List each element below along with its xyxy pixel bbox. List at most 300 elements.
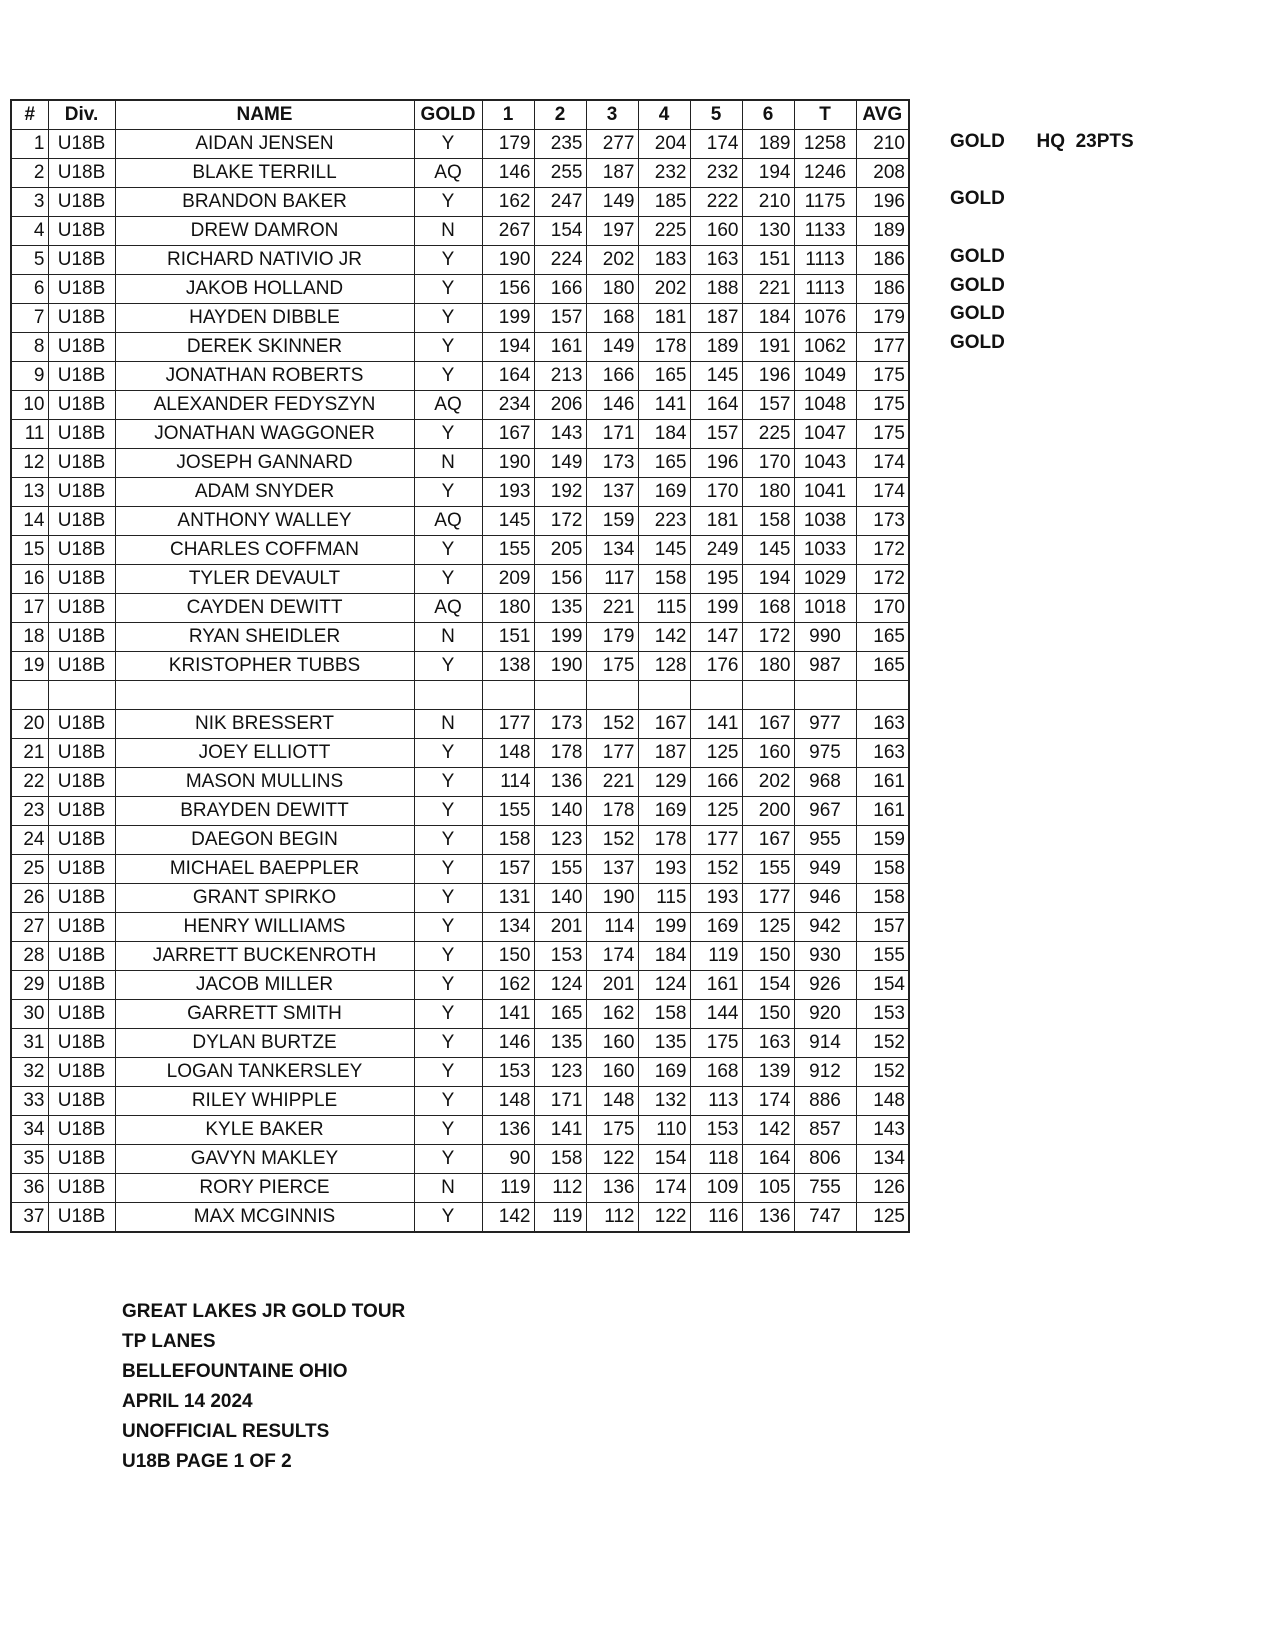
game-4-cell: 187 <box>638 739 690 768</box>
table-row <box>11 304 909 333</box>
average-cell: 174 <box>856 449 909 478</box>
gold-status-cell: Y <box>414 536 482 565</box>
game-2-cell: 206 <box>534 391 586 420</box>
game-1-cell: 267 <box>482 217 534 246</box>
name-cell: AIDAN JENSEN <box>115 130 414 159</box>
game-6-cell: 125 <box>742 913 794 942</box>
game-5-cell: 181 <box>690 507 742 536</box>
blank-cell <box>690 681 742 710</box>
table-row <box>11 1058 909 1087</box>
table-row <box>11 1203 909 1233</box>
game-3-cell: 159 <box>586 507 638 536</box>
name-cell: NIK BRESSERT <box>115 710 414 739</box>
division-cell: U18B <box>48 942 115 971</box>
game-2-cell: 143 <box>534 420 586 449</box>
gold-status-cell: Y <box>414 971 482 1000</box>
game-3-cell: 152 <box>586 826 638 855</box>
game-3-cell: 221 <box>586 768 638 797</box>
total-cell: 949 <box>794 855 856 884</box>
gold-status-cell: Y <box>414 304 482 333</box>
header-game-6: 6 <box>742 100 794 130</box>
game-4-cell: 178 <box>638 333 690 362</box>
game-6-cell: 191 <box>742 333 794 362</box>
game-2-cell: 124 <box>534 971 586 1000</box>
average-cell: 163 <box>856 710 909 739</box>
name-cell: HENRY WILLIAMS <box>115 913 414 942</box>
game-4-cell: 178 <box>638 826 690 855</box>
blank-cell <box>48 681 115 710</box>
game-6-cell: 194 <box>742 565 794 594</box>
game-3-cell: 201 <box>586 971 638 1000</box>
game-6-cell: 154 <box>742 971 794 1000</box>
gold-status-cell: AQ <box>414 594 482 623</box>
average-cell: 165 <box>856 623 909 652</box>
blank-cell <box>11 681 48 710</box>
total-cell: 930 <box>794 942 856 971</box>
gold-status-cell: N <box>414 217 482 246</box>
game-1-cell: 156 <box>482 275 534 304</box>
total-cell: 968 <box>794 768 856 797</box>
game-3-cell: 160 <box>586 1058 638 1087</box>
game-6-cell: 142 <box>742 1116 794 1145</box>
game-3-cell: 202 <box>586 246 638 275</box>
blank-cell <box>638 681 690 710</box>
game-5-cell: 170 <box>690 478 742 507</box>
game-2-cell: 140 <box>534 797 586 826</box>
total-cell: 1258 <box>794 130 856 159</box>
game-3-cell: 180 <box>586 275 638 304</box>
total-cell: 1029 <box>794 565 856 594</box>
table-row <box>11 855 909 884</box>
gold-status-cell: Y <box>414 797 482 826</box>
division-cell: U18B <box>48 536 115 565</box>
average-cell: 126 <box>856 1174 909 1203</box>
average-cell: 172 <box>856 565 909 594</box>
gold-status-cell: Y <box>414 188 482 217</box>
game-5-cell: 161 <box>690 971 742 1000</box>
total-cell: 955 <box>794 826 856 855</box>
game-1-cell: 141 <box>482 1000 534 1029</box>
game-6-cell: 168 <box>742 594 794 623</box>
game-4-cell: 129 <box>638 768 690 797</box>
game-3-cell: 178 <box>586 797 638 826</box>
division-cell: U18B <box>48 362 115 391</box>
rank-cell: 19 <box>11 652 48 681</box>
game-5-cell: 166 <box>690 768 742 797</box>
average-cell: 143 <box>856 1116 909 1145</box>
gold-status-cell: Y <box>414 942 482 971</box>
header-row <box>11 100 909 130</box>
total-cell: 967 <box>794 797 856 826</box>
total-cell: 755 <box>794 1174 856 1203</box>
game-3-cell: 137 <box>586 855 638 884</box>
game-3-cell: 197 <box>586 217 638 246</box>
game-1-cell: 234 <box>482 391 534 420</box>
game-2-cell: 172 <box>534 507 586 536</box>
name-cell: MASON MULLINS <box>115 768 414 797</box>
table-row <box>11 768 909 797</box>
division-cell: U18B <box>48 652 115 681</box>
game-3-cell: 160 <box>586 1029 638 1058</box>
total-cell: 1048 <box>794 391 856 420</box>
division-cell: U18B <box>48 826 115 855</box>
name-cell: JAKOB HOLLAND <box>115 275 414 304</box>
name-cell: GARRETT SMITH <box>115 1000 414 1029</box>
footer-info <box>122 1297 405 1477</box>
average-cell: 161 <box>856 768 909 797</box>
game-4-cell: 128 <box>638 652 690 681</box>
game-3-cell: 137 <box>586 478 638 507</box>
game-2-cell: 157 <box>534 304 586 333</box>
total-cell: 1175 <box>794 188 856 217</box>
rank-cell: 4 <box>11 217 48 246</box>
blank-cell <box>856 681 909 710</box>
game-5-cell: 249 <box>690 536 742 565</box>
division-cell: U18B <box>48 1145 115 1174</box>
rank-cell: 11 <box>11 420 48 449</box>
average-cell: 158 <box>856 855 909 884</box>
gold-status-cell: Y <box>414 826 482 855</box>
game-1-cell: 134 <box>482 913 534 942</box>
game-6-cell: 151 <box>742 246 794 275</box>
division-cell: U18B <box>48 130 115 159</box>
average-cell: 175 <box>856 391 909 420</box>
division-cell: U18B <box>48 333 115 362</box>
total-cell: 1133 <box>794 217 856 246</box>
name-cell: DEREK SKINNER <box>115 333 414 362</box>
average-cell: 177 <box>856 333 909 362</box>
game-5-cell: 163 <box>690 246 742 275</box>
division-cell: U18B <box>48 1116 115 1145</box>
game-5-cell: 193 <box>690 884 742 913</box>
average-cell: 173 <box>856 507 909 536</box>
game-5-cell: 144 <box>690 1000 742 1029</box>
game-2-cell: 161 <box>534 333 586 362</box>
table-row <box>11 391 909 420</box>
game-1-cell: 119 <box>482 1174 534 1203</box>
game-3-cell: 171 <box>586 420 638 449</box>
total-cell: 926 <box>794 971 856 1000</box>
division-cell: U18B <box>48 420 115 449</box>
game-4-cell: 165 <box>638 449 690 478</box>
game-6-cell: 105 <box>742 1174 794 1203</box>
game-5-cell: 141 <box>690 710 742 739</box>
rank-cell: 14 <box>11 507 48 536</box>
total-cell: 747 <box>794 1203 856 1233</box>
game-5-cell: 118 <box>690 1145 742 1174</box>
division-cell: U18B <box>48 739 115 768</box>
division-cell: U18B <box>48 478 115 507</box>
game-3-cell: 277 <box>586 130 638 159</box>
division-cell: U18B <box>48 565 115 594</box>
gold-status-cell: Y <box>414 1087 482 1116</box>
rank-cell: 35 <box>11 1145 48 1174</box>
game-3-cell: 112 <box>586 1203 638 1233</box>
name-cell: RYAN SHEIDLER <box>115 623 414 652</box>
total-cell: 806 <box>794 1145 856 1174</box>
game-1-cell: 151 <box>482 623 534 652</box>
table-row <box>11 594 909 623</box>
gold-status-cell: Y <box>414 333 482 362</box>
table-row <box>11 449 909 478</box>
total-cell: 1246 <box>794 159 856 188</box>
game-2-cell: 119 <box>534 1203 586 1233</box>
game-3-cell: 114 <box>586 913 638 942</box>
game-1-cell: 199 <box>482 304 534 333</box>
name-cell: LOGAN TANKERSLEY <box>115 1058 414 1087</box>
game-6-cell: 145 <box>742 536 794 565</box>
total-cell: 886 <box>794 1087 856 1116</box>
game-5-cell: 145 <box>690 362 742 391</box>
game-6-cell: 160 <box>742 739 794 768</box>
average-cell: 175 <box>856 420 909 449</box>
results-body <box>11 130 909 1233</box>
location: BELLEFOUNTAINE OHIO <box>122 1361 348 1382</box>
game-4-cell: 110 <box>638 1116 690 1145</box>
game-3-cell: 168 <box>586 304 638 333</box>
game-3-cell: 136 <box>586 1174 638 1203</box>
game-2-cell: 166 <box>534 275 586 304</box>
game-6-cell: 174 <box>742 1087 794 1116</box>
division-cell: U18B <box>48 884 115 913</box>
game-4-cell: 223 <box>638 507 690 536</box>
game-4-cell: 202 <box>638 275 690 304</box>
rank-cell: 15 <box>11 536 48 565</box>
table-row <box>11 1029 909 1058</box>
game-5-cell: 160 <box>690 217 742 246</box>
name-cell: JOSEPH GANNARD <box>115 449 414 478</box>
rank-cell: 20 <box>11 710 48 739</box>
blank-cell <box>742 681 794 710</box>
game-2-cell: 135 <box>534 594 586 623</box>
game-5-cell: 176 <box>690 652 742 681</box>
game-4-cell: 225 <box>638 217 690 246</box>
total-cell: 975 <box>794 739 856 768</box>
game-5-cell: 125 <box>690 797 742 826</box>
table-row <box>11 913 909 942</box>
gold-status-cell: AQ <box>414 507 482 536</box>
name-cell: TYLER DEVAULT <box>115 565 414 594</box>
header-total: T <box>794 100 856 130</box>
game-5-cell: 222 <box>690 188 742 217</box>
name-cell: RORY PIERCE <box>115 1174 414 1203</box>
rank-cell: 33 <box>11 1087 48 1116</box>
average-cell: 189 <box>856 217 909 246</box>
game-4-cell: 154 <box>638 1145 690 1174</box>
gold-status-cell: N <box>414 710 482 739</box>
game-3-cell: 146 <box>586 391 638 420</box>
average-cell: 208 <box>856 159 909 188</box>
game-6-cell: 130 <box>742 217 794 246</box>
average-cell: 165 <box>856 652 909 681</box>
average-cell: 154 <box>856 971 909 1000</box>
name-cell: KYLE BAKER <box>115 1116 414 1145</box>
average-cell: 161 <box>856 797 909 826</box>
division-cell: U18B <box>48 1029 115 1058</box>
total-cell: 857 <box>794 1116 856 1145</box>
game-1-cell: 155 <box>482 797 534 826</box>
game-4-cell: 199 <box>638 913 690 942</box>
name-cell: DAEGON BEGIN <box>115 826 414 855</box>
total-cell: 946 <box>794 884 856 913</box>
game-5-cell: 168 <box>690 1058 742 1087</box>
game-1-cell: 145 <box>482 507 534 536</box>
blank-cell <box>482 681 534 710</box>
header-game-3: 3 <box>586 100 638 130</box>
name-cell: CAYDEN DEWITT <box>115 594 414 623</box>
game-2-cell: 112 <box>534 1174 586 1203</box>
game-2-cell: 141 <box>534 1116 586 1145</box>
gold-status-cell: Y <box>414 652 482 681</box>
division-cell: U18B <box>48 855 115 884</box>
game-3-cell: 162 <box>586 1000 638 1029</box>
game-4-cell: 122 <box>638 1203 690 1233</box>
table-row <box>11 971 909 1000</box>
header-game-4: 4 <box>638 100 690 130</box>
total-cell: 1041 <box>794 478 856 507</box>
table-row <box>11 1116 909 1145</box>
game-4-cell: 115 <box>638 884 690 913</box>
game-4-cell: 193 <box>638 855 690 884</box>
name-cell: DYLAN BURTZE <box>115 1029 414 1058</box>
game-1-cell: 194 <box>482 333 534 362</box>
total-cell: 920 <box>794 1000 856 1029</box>
division-cell: U18B <box>48 1203 115 1233</box>
game-1-cell: 138 <box>482 652 534 681</box>
game-4-cell: 135 <box>638 1029 690 1058</box>
game-4-cell: 165 <box>638 362 690 391</box>
game-2-cell: 205 <box>534 536 586 565</box>
average-cell: 153 <box>856 1000 909 1029</box>
gold-status-cell: Y <box>414 1203 482 1233</box>
game-2-cell: 156 <box>534 565 586 594</box>
game-4-cell: 232 <box>638 159 690 188</box>
division-cell: U18B <box>48 913 115 942</box>
total-cell: 987 <box>794 652 856 681</box>
header-game-2: 2 <box>534 100 586 130</box>
total-cell: 1076 <box>794 304 856 333</box>
table-row <box>11 1000 909 1029</box>
table-row <box>11 565 909 594</box>
rank-cell: 10 <box>11 391 48 420</box>
average-cell: 159 <box>856 826 909 855</box>
rank-cell: 9 <box>11 362 48 391</box>
division-cell: U18B <box>48 623 115 652</box>
game-5-cell: 109 <box>690 1174 742 1203</box>
table-row <box>11 942 909 971</box>
name-cell: HAYDEN DIBBLE <box>115 304 414 333</box>
average-cell: 210 <box>856 130 909 159</box>
game-6-cell: 221 <box>742 275 794 304</box>
game-5-cell: 119 <box>690 942 742 971</box>
rank-cell: 24 <box>11 826 48 855</box>
game-3-cell: 134 <box>586 536 638 565</box>
name-cell: JACOB MILLER <box>115 971 414 1000</box>
game-2-cell: 255 <box>534 159 586 188</box>
game-5-cell: 152 <box>690 855 742 884</box>
gold-status-cell: Y <box>414 1116 482 1145</box>
game-1-cell: 190 <box>482 449 534 478</box>
header-avg: AVG <box>856 100 909 130</box>
name-cell: ANTHONY WALLEY <box>115 507 414 536</box>
rank-cell: 6 <box>11 275 48 304</box>
table-row <box>11 797 909 826</box>
game-3-cell: 177 <box>586 739 638 768</box>
game-3-cell: 117 <box>586 565 638 594</box>
division-cell: U18B <box>48 507 115 536</box>
rank-cell: 22 <box>11 768 48 797</box>
game-4-cell: 141 <box>638 391 690 420</box>
venue-name: TP LANES <box>122 1331 216 1352</box>
game-4-cell: 145 <box>638 536 690 565</box>
total-cell: 1049 <box>794 362 856 391</box>
game-6-cell: 180 <box>742 478 794 507</box>
total-cell: 912 <box>794 1058 856 1087</box>
table-row <box>11 826 909 855</box>
header-game-5: 5 <box>690 100 742 130</box>
name-cell: BRANDON BAKER <box>115 188 414 217</box>
game-5-cell: 189 <box>690 333 742 362</box>
game-2-cell: 135 <box>534 1029 586 1058</box>
rank-cell: 36 <box>11 1174 48 1203</box>
rank-cell: 17 <box>11 594 48 623</box>
game-4-cell: 169 <box>638 478 690 507</box>
gold-status-cell: N <box>414 623 482 652</box>
game-1-cell: 157 <box>482 855 534 884</box>
game-4-cell: 174 <box>638 1174 690 1203</box>
row-note: GOLD <box>950 245 1005 267</box>
game-1-cell: 90 <box>482 1145 534 1174</box>
average-cell: 163 <box>856 739 909 768</box>
rank-cell: 25 <box>11 855 48 884</box>
game-6-cell: 167 <box>742 826 794 855</box>
gold-status-cell: Y <box>414 565 482 594</box>
rank-cell: 12 <box>11 449 48 478</box>
game-6-cell: 196 <box>742 362 794 391</box>
game-5-cell: 174 <box>690 130 742 159</box>
game-3-cell: 175 <box>586 652 638 681</box>
gold-status-cell: Y <box>414 739 482 768</box>
gold-status-cell: AQ <box>414 391 482 420</box>
division-cell: U18B <box>48 1087 115 1116</box>
rank-cell: 23 <box>11 797 48 826</box>
rank-cell: 34 <box>11 1116 48 1145</box>
game-1-cell: 146 <box>482 159 534 188</box>
total-cell: 977 <box>794 710 856 739</box>
game-4-cell: 169 <box>638 797 690 826</box>
rank-cell: 5 <box>11 246 48 275</box>
game-2-cell: 140 <box>534 884 586 913</box>
table-row <box>11 652 909 681</box>
table-row <box>11 159 909 188</box>
game-5-cell: 125 <box>690 739 742 768</box>
game-3-cell: 179 <box>586 623 638 652</box>
game-2-cell: 123 <box>534 1058 586 1087</box>
gold-status-cell: N <box>414 449 482 478</box>
rank-cell: 28 <box>11 942 48 971</box>
game-6-cell: 184 <box>742 304 794 333</box>
gold-status-cell: Y <box>414 362 482 391</box>
total-cell: 1033 <box>794 536 856 565</box>
game-6-cell: 189 <box>742 130 794 159</box>
game-3-cell: 187 <box>586 159 638 188</box>
game-5-cell: 175 <box>690 1029 742 1058</box>
gold-status-cell: Y <box>414 855 482 884</box>
game-3-cell: 166 <box>586 362 638 391</box>
results-table <box>10 99 910 1233</box>
game-3-cell: 174 <box>586 942 638 971</box>
game-4-cell: 158 <box>638 565 690 594</box>
